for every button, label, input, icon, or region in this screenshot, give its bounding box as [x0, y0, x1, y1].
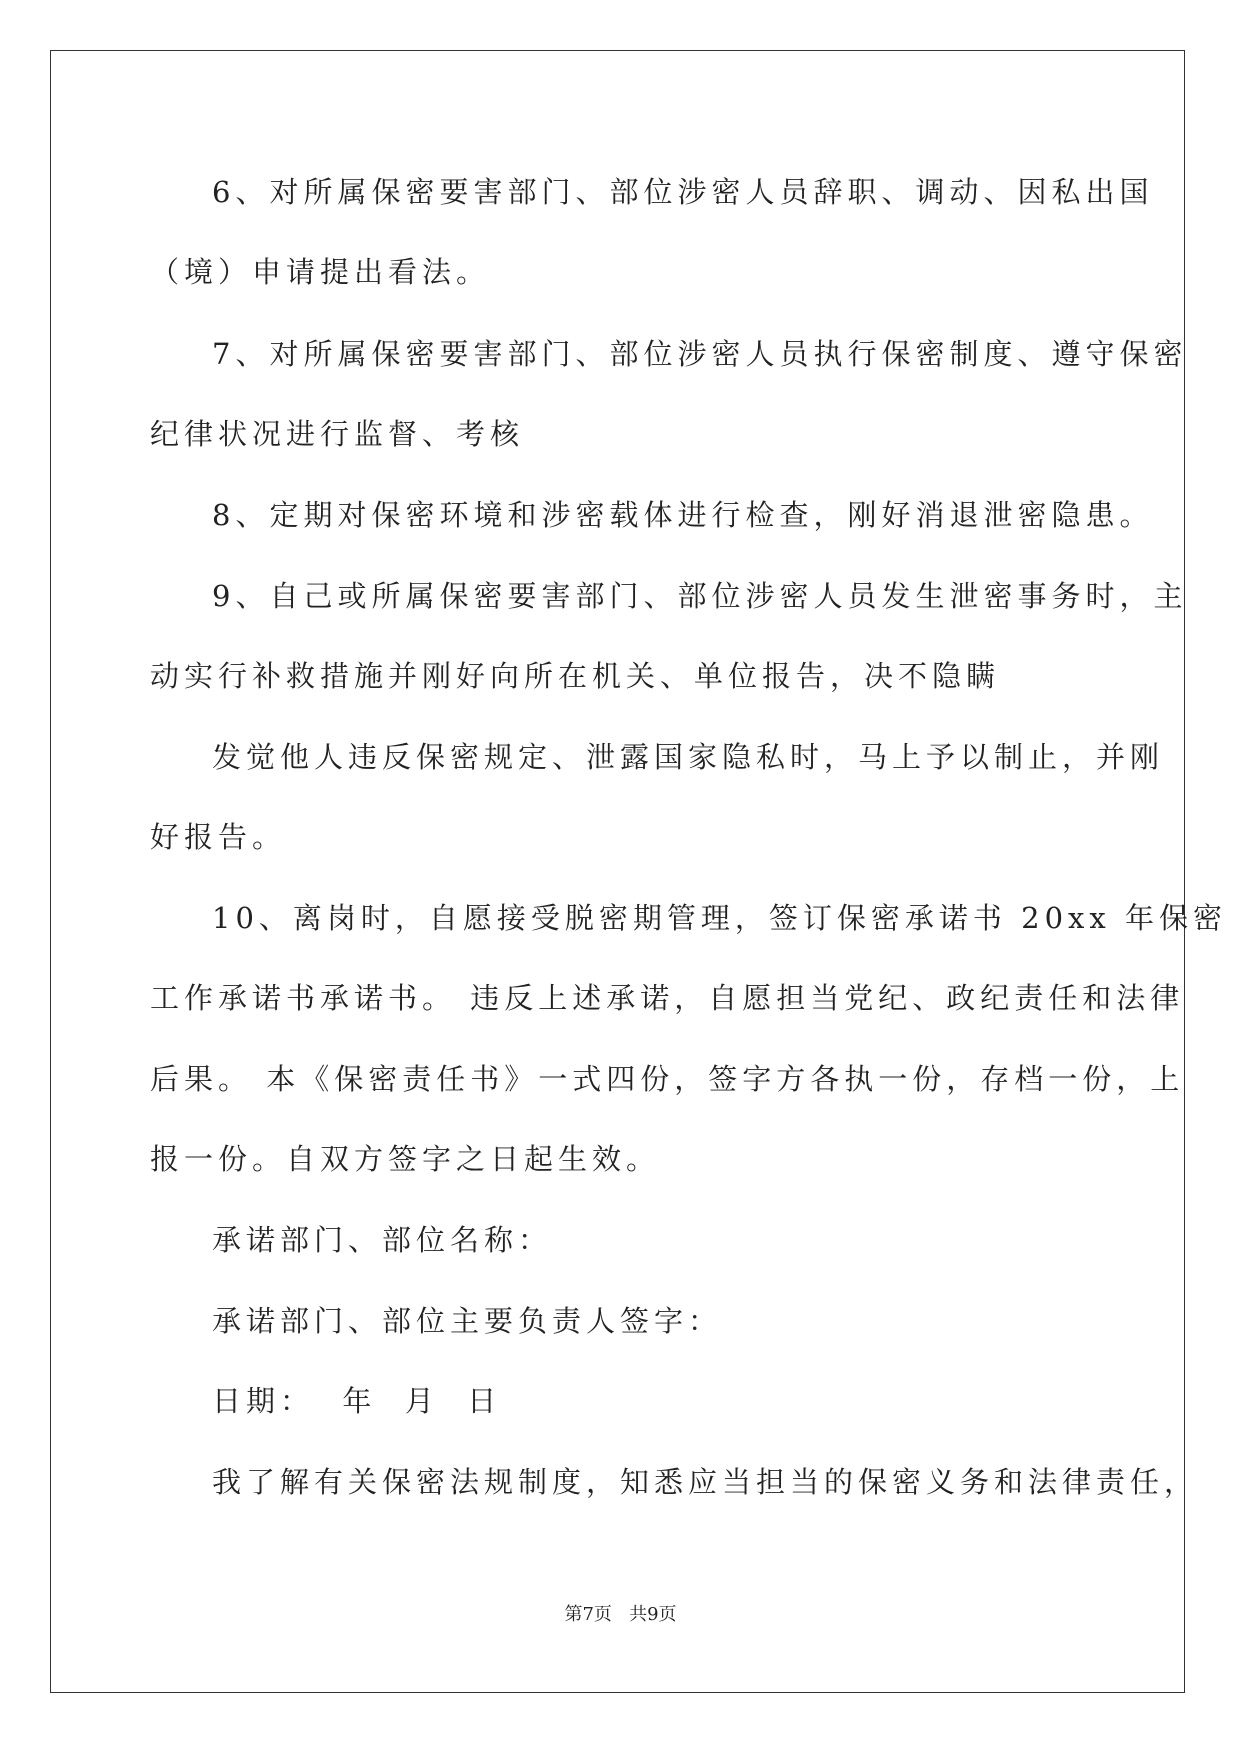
text-line: 日期： 年 月 日: [212, 1384, 502, 1418]
text-line: 工作承诺书承诺书。 违反上述承诺，自愿担当党纪、政纪责任和法律: [150, 981, 1185, 1015]
text-line: 10、离岗时，自愿接受脱密期管理，签订保密承诺书 20xx 年保密: [212, 901, 1227, 935]
text-line: 8、定期对保密环境和涉密载体进行检查，刚好消退泄密隐患。: [212, 498, 1154, 532]
text-line: 发觉他人违反保密规定、泄露国家隐私时，马上予以制止，并刚: [212, 740, 1165, 774]
text-line: 我了解有关保密法规制度，知悉应当担当的保密义务和法律责任，: [212, 1465, 1199, 1499]
text-line: 动实行补救措施并刚好向所在机关、单位报告，决不隐瞒: [150, 659, 1001, 693]
text-line: 承诺部门、部位主要负责人签字：: [212, 1304, 723, 1338]
text-line: 报一份。自双方签字之日起生效。: [150, 1142, 661, 1176]
text-line: 7、对所属保密要害部门、部位涉密人员执行保密制度、遵守保密: [212, 337, 1188, 371]
text-line: 好报告。: [150, 820, 287, 854]
page-footer: 第7页 共9页: [564, 1604, 677, 1625]
text-line: 承诺部门、部位名称：: [212, 1223, 553, 1257]
text-line: 后果。 本《保密责任书》一式四份，签字方各执一份，存档一份，上: [150, 1062, 1185, 1096]
text-line: （境）申请提出看法。: [150, 255, 491, 289]
text-line: 9、自己或所属保密要害部门、部位涉密人员发生泄密事务时，主: [212, 579, 1188, 613]
text-line: 6、对所属保密要害部门、部位涉密人员辞职、调动、因私出国: [212, 175, 1154, 209]
text-line: 纪律状况进行监督、考核: [150, 417, 525, 451]
page-border: [50, 50, 1188, 1693]
